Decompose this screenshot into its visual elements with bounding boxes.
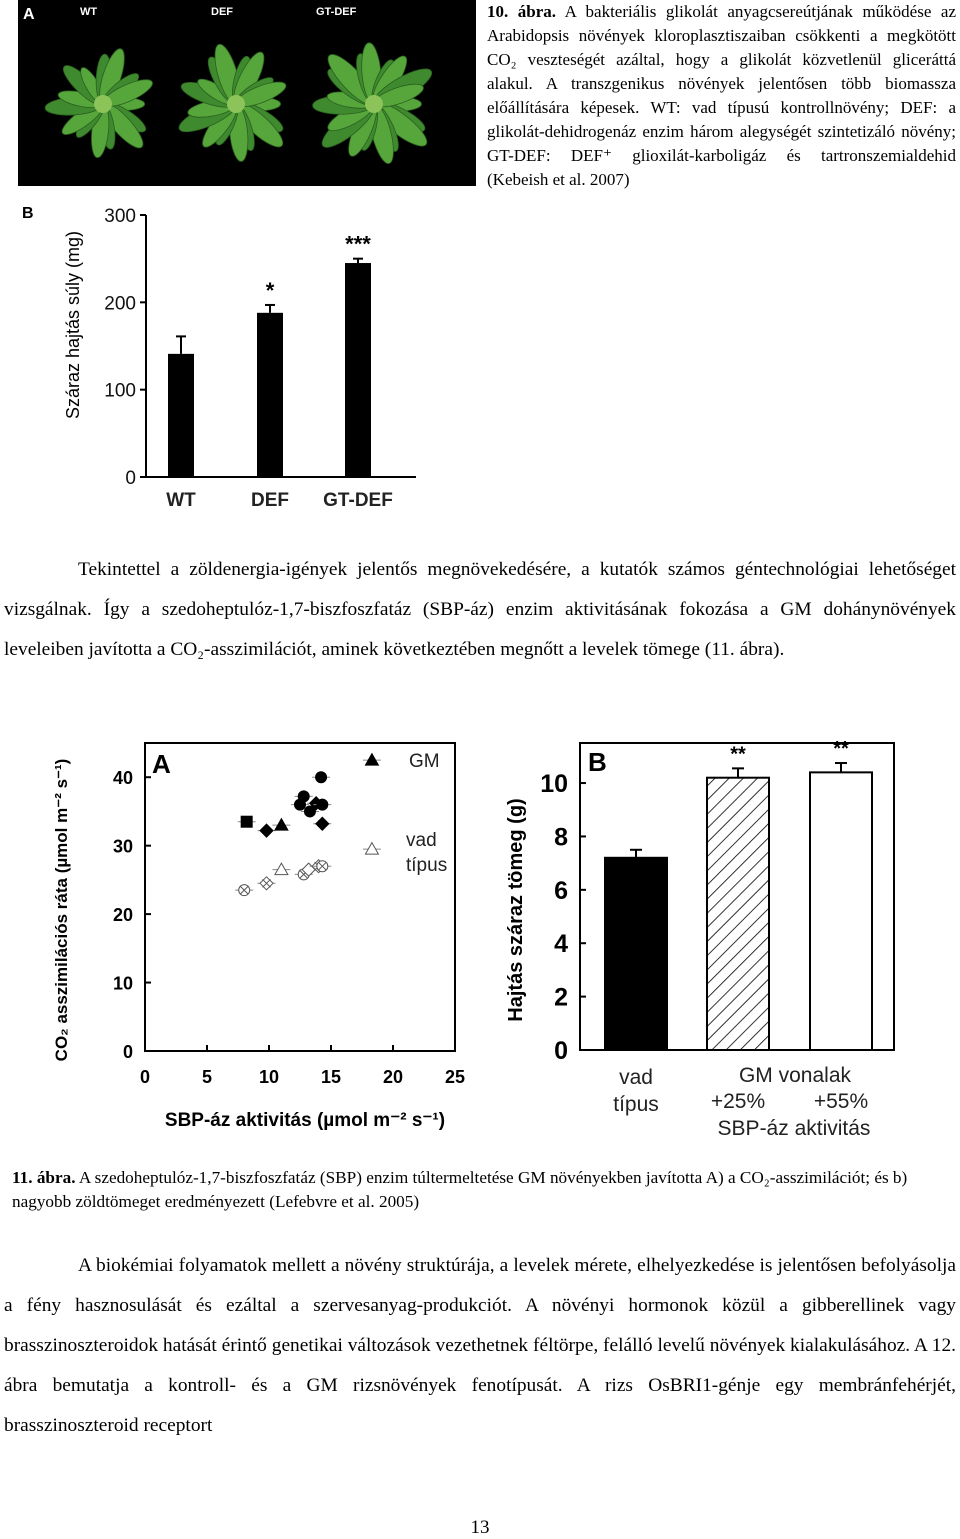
y-tick-label: 6	[554, 876, 568, 905]
y-tick-label: 2	[554, 983, 568, 1012]
bar-1	[707, 778, 769, 1050]
bar-def	[257, 313, 283, 477]
x-tick-label: WT	[166, 490, 196, 511]
x-tick-label: 5	[201, 1067, 213, 1087]
x-tick-label: SBP-áz aktivitás	[717, 1117, 871, 1140]
x-tick-label: 20	[382, 1067, 404, 1087]
y-tick-label: 0	[125, 468, 136, 489]
x-tick-label: 25	[444, 1067, 466, 1087]
point-diamond	[316, 817, 329, 830]
y-tick-label: 20	[112, 905, 133, 926]
bar-0	[605, 858, 667, 1050]
y-tick-label: 40	[112, 768, 133, 789]
panel-b-label: B	[22, 205, 34, 222]
rosette-center	[365, 95, 383, 113]
point-circle	[316, 772, 327, 783]
plant-photo-panel	[18, 0, 476, 186]
body-paragraph-1-text: Tekintettel a zöldenergia-igények jelentős megnövekedésére, a kutatók számos géntechnológiai lehetőséget vizsgálnak. Így a szedoheptulóz-1,7-biszfoszfatáz (SBP-áz) enzim aktivitásának fokozása a GM dohánynövények leveleiben javította a CO₂-asszimilációt, aminek következtében megnőtt a levelek tömege (11. ábra).	[4, 559, 956, 660]
point-triangle	[275, 819, 288, 831]
point-circle	[298, 791, 309, 802]
significance-marker: **	[730, 743, 746, 766]
x-tick-label: 0	[139, 1067, 151, 1087]
point-triangle	[275, 863, 288, 875]
x-tick-label: vad	[619, 1066, 653, 1089]
significance-marker: **	[833, 738, 849, 761]
body-paragraph-1	[4, 550, 956, 670]
y-tick-label: 0	[554, 1037, 568, 1065]
fig11b-bar-chart	[500, 738, 920, 1148]
panel-a-label: A	[23, 6, 35, 23]
point-circle	[317, 799, 328, 810]
x-tick-label: +25%	[710, 1090, 766, 1113]
fig11a-scatter-chart	[45, 738, 505, 1138]
figure-10-caption	[487, 0, 956, 192]
body-paragraph-2-text: A biokémiai folyamatok mellett a növény struktúrája, a levelek mérete, elhelyezkedése is jelentősen befolyásolja a fény hasznosulását és ezáltal a szervesanyag-produkciót. A növényi hormonok közül a gibberellinek vagy brasszinoszteroidok hatását érintő genetikai változások vezethetnek féltörpe, felálló levelű növények kialakulásához. A 12. ábra bemutatja a kontroll- és a GM rizsnövények fenotípusát. A rizs OsBRI1-génje egy membránfehérjét, brasszinoszteroid receptort	[4, 1255, 956, 1436]
y-tick-label: 10	[540, 770, 568, 799]
figure-11-caption	[12, 1166, 948, 1214]
y-axis-label: Száraz hajtás súly (mg)	[63, 230, 83, 420]
figure-11-caption-label: 11. ábra.	[12, 1168, 76, 1187]
point-triangle	[365, 843, 378, 855]
bar-2	[810, 772, 872, 1050]
figure-10-caption-label: 10. ábra.	[487, 2, 557, 21]
page-number: 13	[470, 1517, 490, 1538]
x-tick-label: GM vonalak	[738, 1064, 852, 1087]
y-tick-label: 300	[104, 206, 136, 227]
x-tick-label: 10	[258, 1067, 280, 1087]
y-tick-label: 100	[104, 380, 136, 402]
significance-marker: *	[265, 277, 275, 303]
body-paragraph-2	[4, 1246, 956, 1446]
plant-label-wt: WT	[80, 6, 98, 18]
point-square	[241, 816, 252, 827]
panel-a-label: A	[152, 749, 171, 779]
y-axis-label: Hajtás száraz tömeg (g)	[505, 798, 527, 1022]
legend-gm: GM	[409, 751, 440, 772]
bar-gt-def	[345, 263, 371, 477]
y-tick-label: 10	[112, 973, 133, 994]
x-tick-label: DEF	[251, 490, 289, 511]
legend-vad: vad	[406, 830, 437, 851]
y-tick-label: 200	[104, 293, 136, 315]
x-axis-label: SBP-áz aktivitás (µmol m⁻² s⁻¹)	[164, 1110, 446, 1131]
x-tick-label: GT-DEF	[323, 490, 393, 511]
point-triangle	[365, 754, 378, 766]
x-tick-label: +55%	[813, 1090, 869, 1113]
rosette-center	[94, 95, 112, 113]
x-tick-label: típus	[613, 1093, 659, 1116]
plot-frame	[145, 743, 455, 1051]
y-tick-label: 4	[554, 930, 568, 959]
y-axis-label: CO₂ asszimilációs ráta (µmol m⁻² s⁻¹)	[52, 758, 71, 1062]
panel-b-label: B	[588, 747, 607, 777]
significance-marker: ***	[345, 231, 371, 257]
y-tick-label: 8	[554, 823, 568, 852]
figure-11-caption-text: A szedoheptulóz-1,7-biszfoszfatáz (SBP) enzim túltermeltetése GM növényekben javította A) a CO₂-asszimilációt; és b) nagyobb zöldtömeget eredményezett (Lefebvre et al. 2005)	[12, 1168, 908, 1211]
plant-label-def: DEF	[211, 6, 233, 18]
bar-wt	[168, 354, 194, 477]
y-tick-label: 30	[112, 836, 133, 857]
fig10b-bar-chart	[18, 188, 488, 518]
y-tick-label: 0	[122, 1042, 133, 1062]
plant-rosettes-image	[18, 0, 476, 186]
point-diamond	[260, 824, 273, 837]
legend-tipus: típus	[406, 855, 448, 876]
figure-10-caption-text: A bakteriális glikolát anyagcsereútjának működése az Arabidopsis növények kloroplasztiszaiban csökkenti a megkötött CO₂ veszteségét azáltal, hogy a glikolát közvetlenül gliceráttá alakul. A transzgenikus növények jelentősen több biomassza előállítására képesek. WT: vad típusú kontrollnövény; DEF: a glikolát-dehidrogenáz enzim három alegységét szintetizáló növény; GT-DEF: DEF⁺ glioxilát-karboligáz és tartronszemialdehid (Kebeish et al. 2007)	[487, 2, 957, 189]
x-tick-label: 15	[320, 1067, 342, 1087]
rosette-center	[227, 95, 245, 113]
plant-label-gt-def: GT-DEF	[316, 6, 357, 18]
